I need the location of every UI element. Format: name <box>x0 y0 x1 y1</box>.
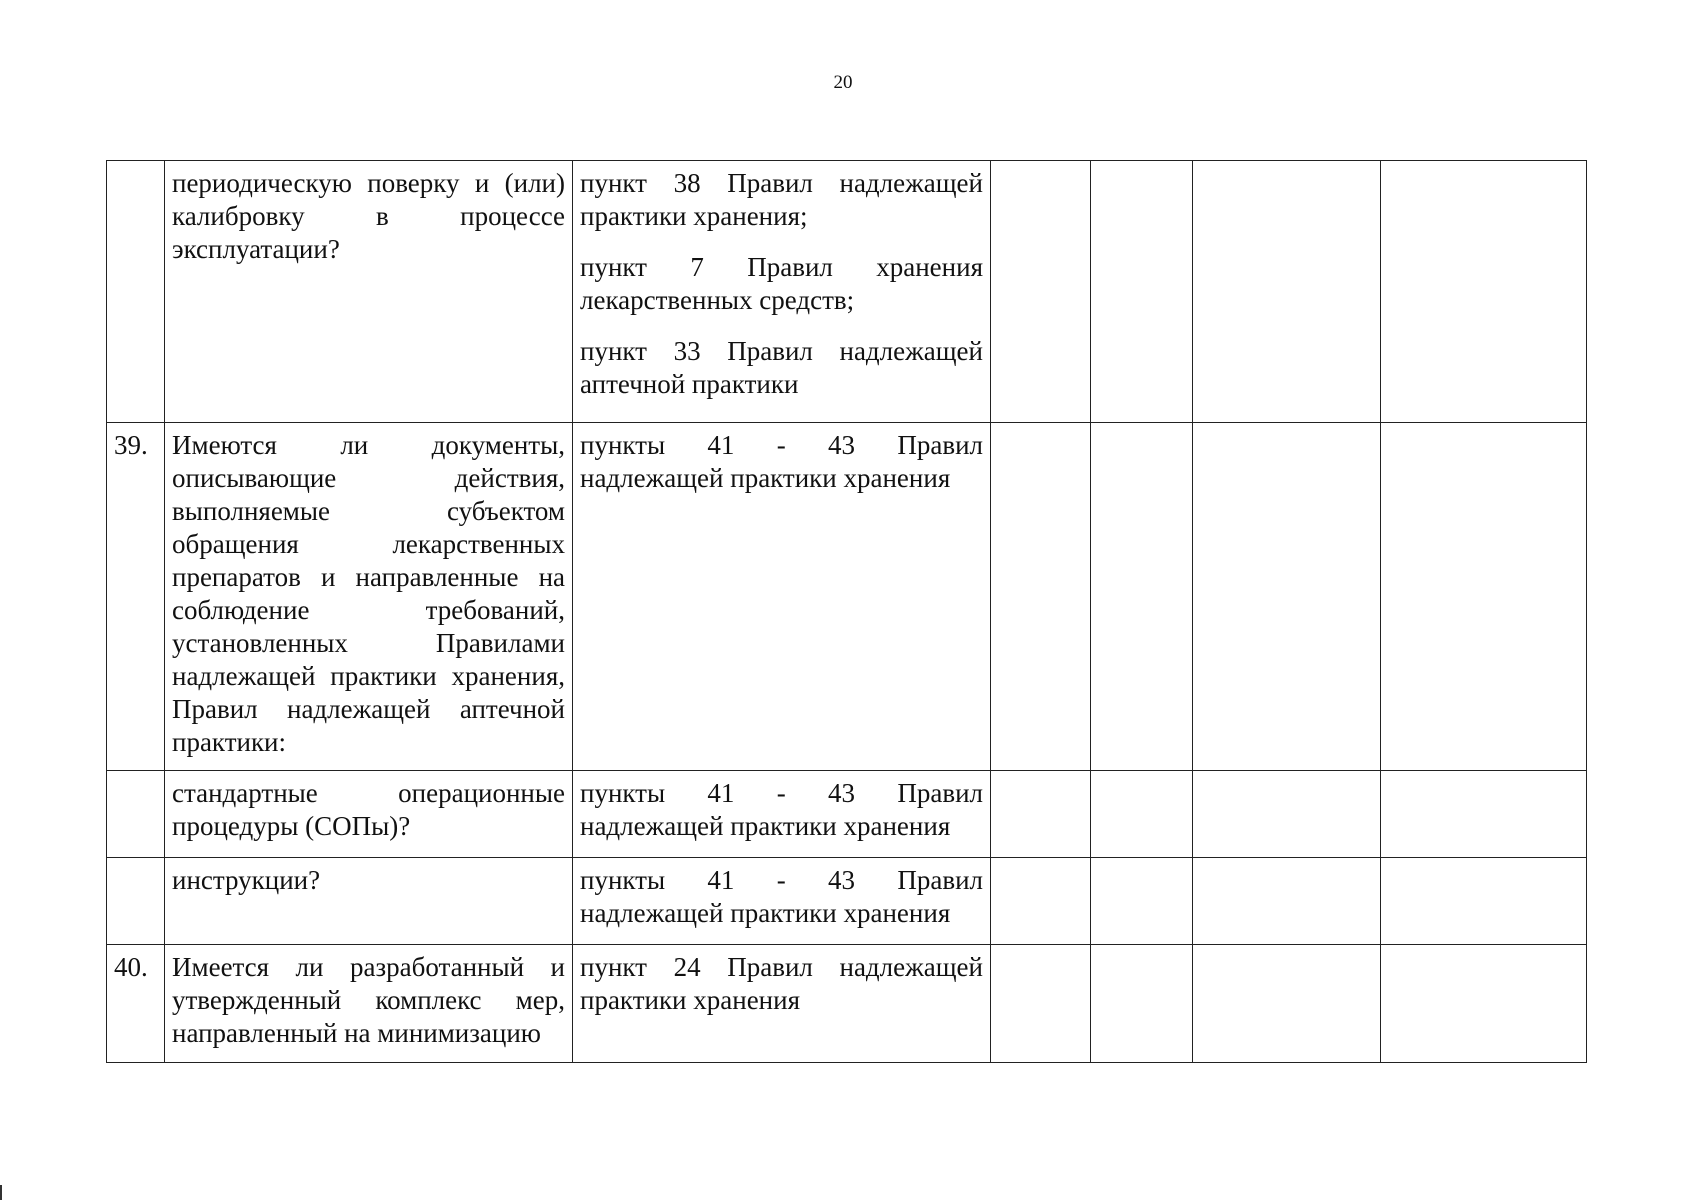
answer-no-cell <box>1091 771 1193 858</box>
answer-yes-cell <box>991 423 1091 771</box>
regulation-reference: пункт 38 Правил надлежащей практики хранения; <box>580 168 983 231</box>
requirement-question: стандартные операционные процедуры (СОПы)? <box>165 771 573 858</box>
note-cell <box>1381 771 1587 858</box>
regulation-reference-cell <box>573 771 991 858</box>
row-number: 40. <box>107 945 165 1063</box>
answer-yes-cell <box>991 945 1091 1063</box>
note-cell <box>1381 161 1587 423</box>
answer-yes-cell <box>991 858 1091 945</box>
note-cell <box>1381 423 1587 771</box>
answer-yes-cell <box>991 161 1091 423</box>
row-number: 39. <box>107 423 165 771</box>
table-row <box>107 423 1587 771</box>
requirement-question: периодическую поверку и (или) калибровку в процессе эксплуатации? <box>165 161 573 423</box>
regulation-reference: пункты 41 - 43 Правил надлежащей практики хранения <box>580 865 983 928</box>
regulation-reference-cell <box>573 945 991 1063</box>
regulation-reference-cell <box>573 161 991 423</box>
answer-not-applicable-cell <box>1193 423 1381 771</box>
requirement-question: Имеется ли разработанный и утвержденный комплекс мер, направленный на минимизацию <box>165 945 573 1063</box>
row-number <box>107 771 165 858</box>
answer-yes-cell <box>991 771 1091 858</box>
row-number <box>107 858 165 945</box>
answer-no-cell <box>1091 161 1193 423</box>
regulation-reference: пункт 7 Правил хранения лекарственных средств; <box>580 252 983 315</box>
checklist-table <box>106 160 1587 1063</box>
regulation-reference: пункты 41 - 43 Правил надлежащей практики хранения <box>580 778 983 841</box>
answer-no-cell <box>1091 423 1193 771</box>
regulation-reference: пункт 33 Правил надлежащей аптечной практики <box>580 336 983 399</box>
regulation-reference-cell <box>573 423 991 771</box>
note-cell <box>1381 858 1587 945</box>
answer-not-applicable-cell <box>1193 858 1381 945</box>
regulation-reference: пункты 41 - 43 Правил надлежащей практики хранения <box>580 430 983 493</box>
answer-not-applicable-cell <box>1193 161 1381 423</box>
table-row <box>107 771 1587 858</box>
answer-no-cell <box>1091 858 1193 945</box>
note-cell <box>1381 945 1587 1063</box>
answer-no-cell <box>1091 945 1193 1063</box>
row-number <box>107 161 165 423</box>
answer-not-applicable-cell <box>1193 945 1381 1063</box>
scan-edge-mark <box>0 1185 2 1200</box>
requirement-question: Имеются ли документы, описывающие действия, выполняемые субъектом обращения лекарственных препаратов и направленные на соблюдение требований, установленных Правилами надлежащей практики хранения, Правил надлежащей аптечной практики: <box>165 423 573 771</box>
answer-not-applicable-cell <box>1193 771 1381 858</box>
table-row <box>107 858 1587 945</box>
regulation-reference: пункт 24 Правил надлежащей практики хранения <box>580 952 983 1015</box>
regulation-reference-cell <box>573 858 991 945</box>
requirement-question: инструкции? <box>165 858 573 945</box>
page-number: 20 <box>833 72 853 93</box>
table-row <box>107 161 1587 423</box>
table-row <box>107 945 1587 1063</box>
